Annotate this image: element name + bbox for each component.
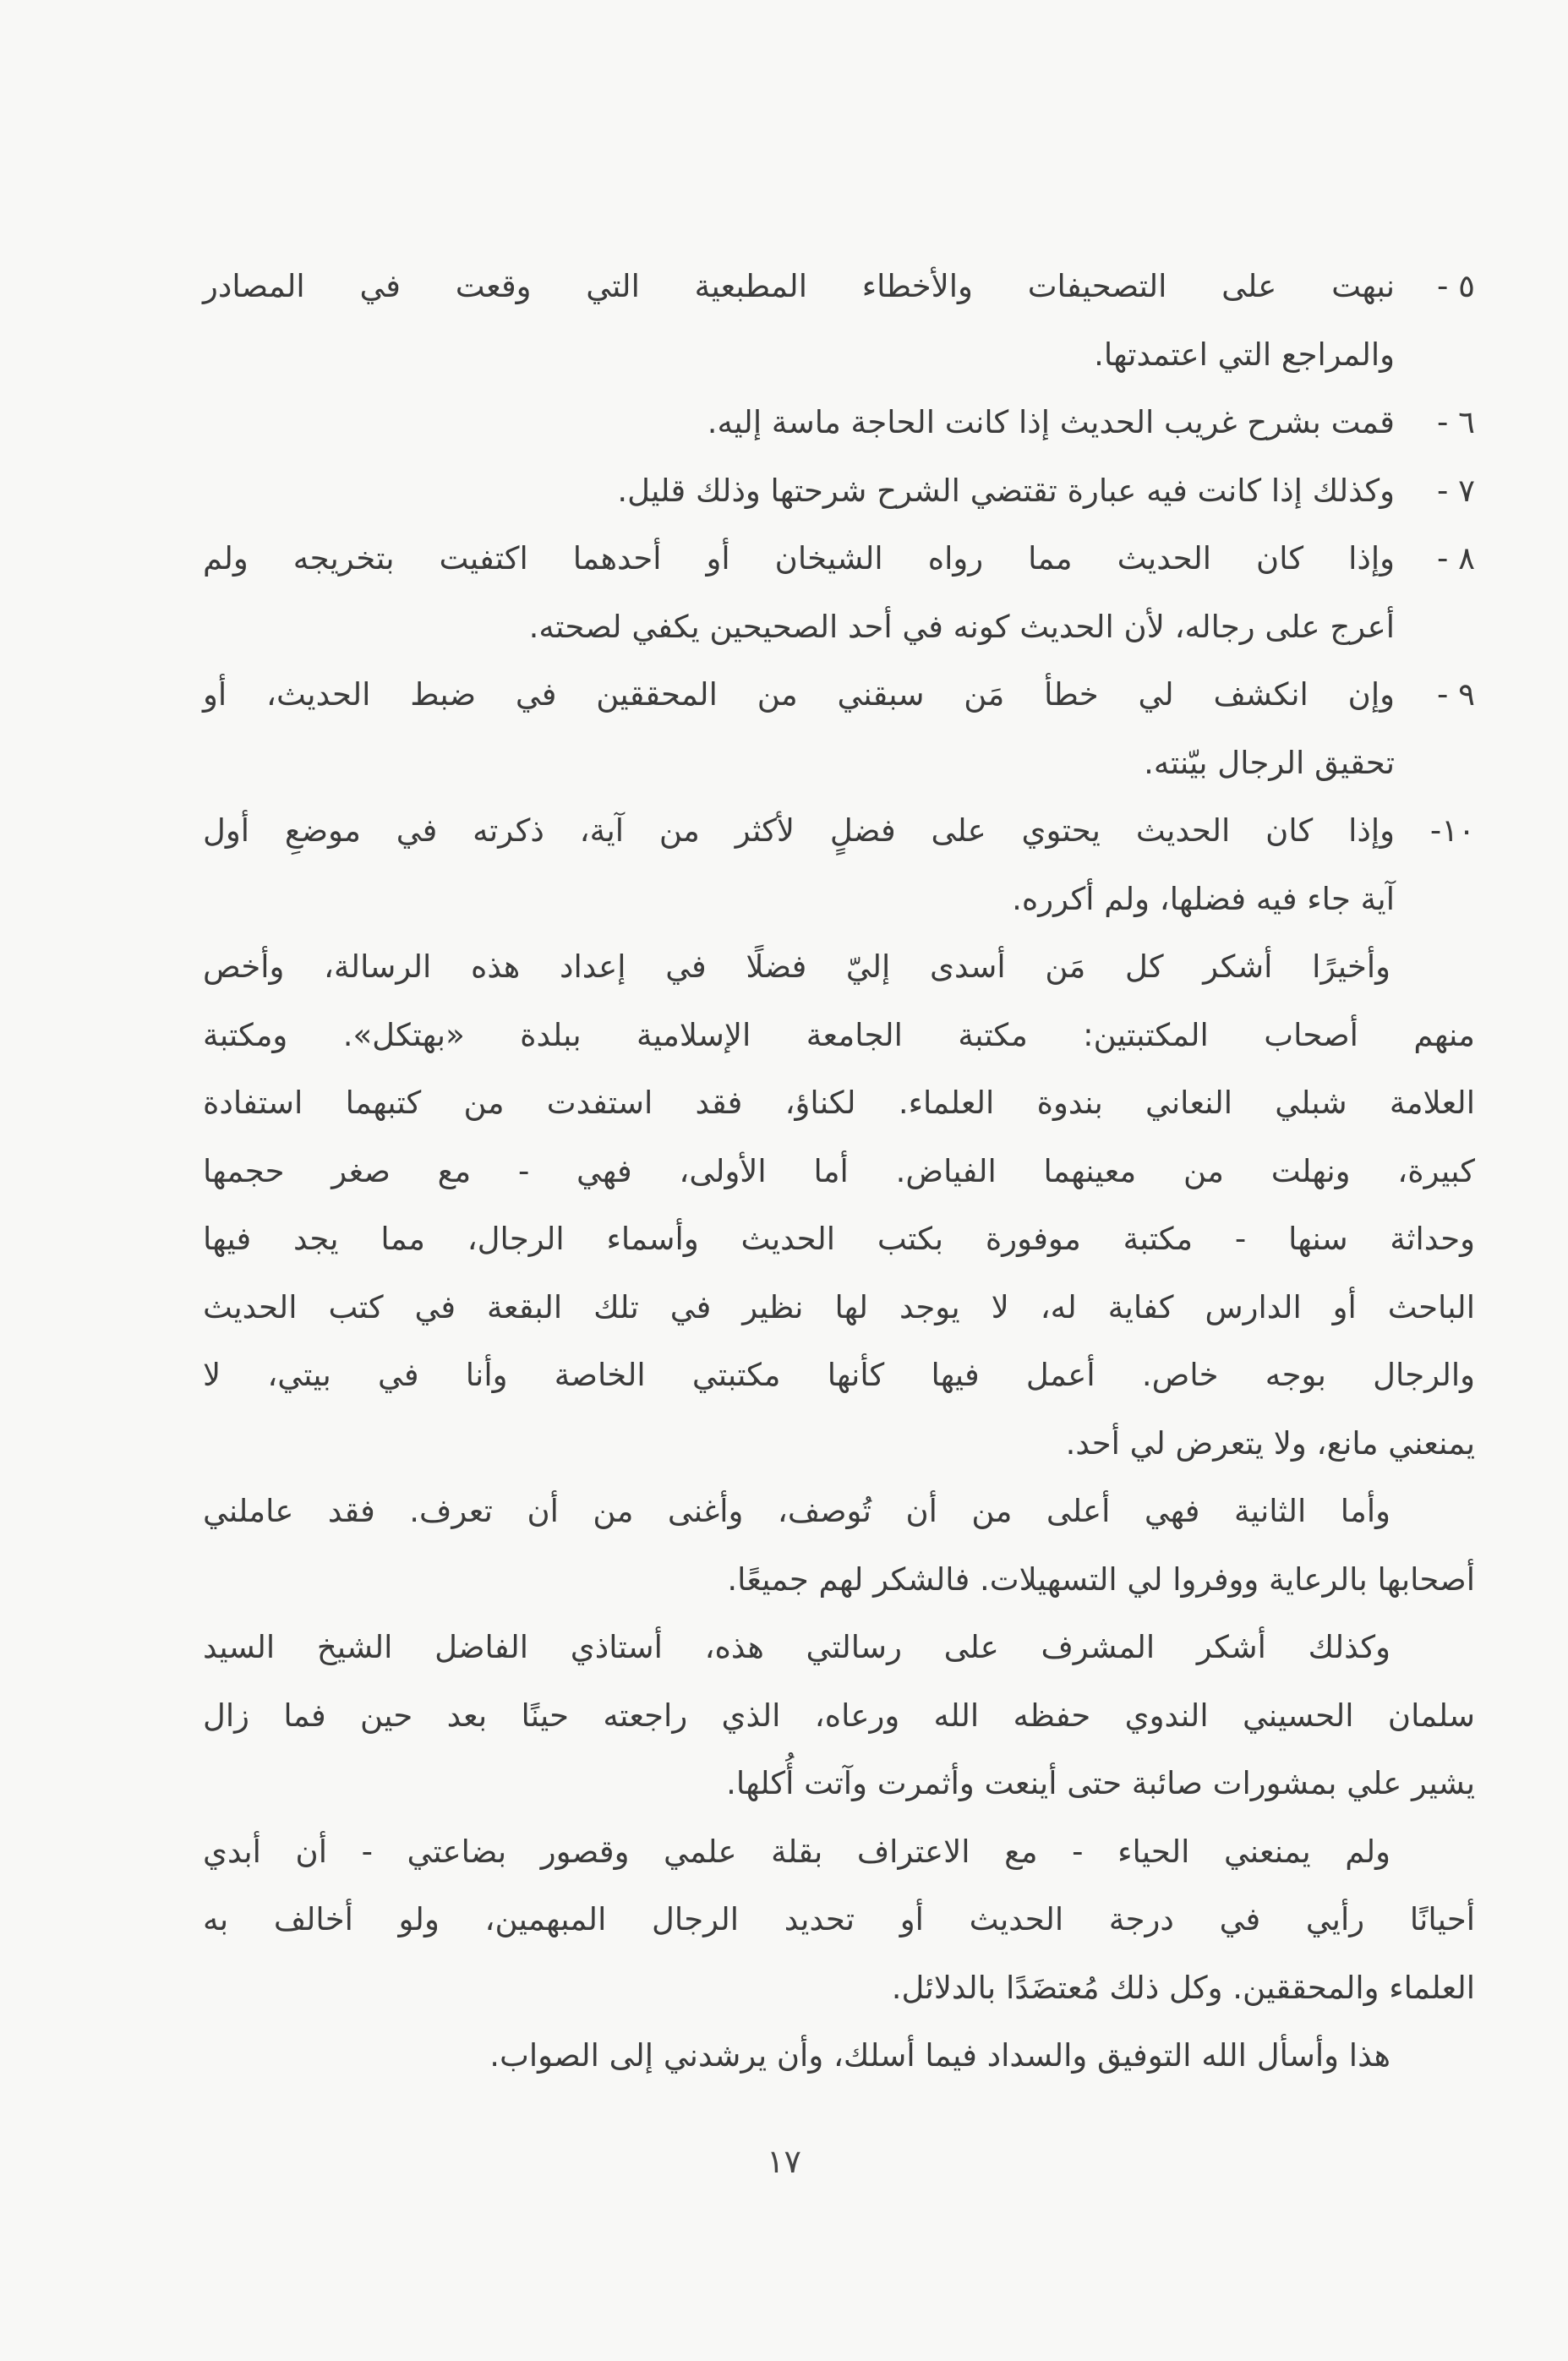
text-line: قمت بشرح غريب الحديث إذا كانت الحاجة ماسة إليه. xyxy=(707,404,1395,440)
text-line: وكذلك إذا كانت فيه عبارة تقتضي الشرح شرحتها وذلك قليل. xyxy=(617,472,1395,509)
text-line: كبيرة، ونهلت من معينهما الفياض. أما الأولى، فهي - مع صغر حجمها xyxy=(203,1152,1475,1189)
text-line: أصحابها بالرعاية ووفروا لي التسهيلات. فالشكر لهم جميعًا. xyxy=(727,1560,1475,1598)
numbered-item xyxy=(203,797,1475,933)
text-line: وإذا كان الحديث يحتوي على فضلٍ لأكثر من آية، ذكرته في موضعِ أول xyxy=(203,812,1395,849)
text-line: آية جاء فيه فضلها، ولم أكرره. xyxy=(1012,880,1395,917)
text-line: والمراجع التي اعتمدتها. xyxy=(1094,336,1395,373)
text-line: العلماء والمحققين. وكل ذلك مُعتضَدًا بالدلائل. xyxy=(891,1969,1475,2006)
item-number: ٩ - xyxy=(1437,676,1475,713)
text-line: نبهت على التصحيفات والأخطاء المطبعية التي وقعت في المصادر xyxy=(203,268,1395,304)
item-number: ٨ - xyxy=(1437,540,1475,577)
paragraph xyxy=(203,933,1475,1478)
numbered-item xyxy=(203,253,1475,389)
numbered-item xyxy=(203,389,1475,457)
paragraph xyxy=(203,1818,1475,2023)
numbered-item xyxy=(203,661,1475,797)
page-body xyxy=(203,253,1475,2090)
paragraph xyxy=(203,1614,1475,1818)
text-line: العلامة شبلي النعاني بندوة العلماء. لكناؤ، فقد استفدت من كتبهما استفادة xyxy=(203,1085,1475,1121)
text-line: هذا وأسأل الله التوفيق والسداد فيما أسلك، وأن يرشدني إلى الصواب. xyxy=(489,2037,1390,2074)
text-line: يشير علي بمشورات صائبة حتى أينعت وأثمرت وآتت أُكلها. xyxy=(726,1765,1475,1801)
item-number: ٦ - xyxy=(1437,404,1475,440)
text-line: والرجال بوجه خاص. أعمل فيها كأنها مكتبتي الخاصة وأنا في بيتي، لا xyxy=(203,1357,1475,1393)
text-line: تحقيق الرجال بيّنته. xyxy=(1144,744,1395,781)
text-line: الباحث أو الدارس كفاية له، لا يوجد لها نظير في تلك البقعة في كتب الحديث xyxy=(203,1288,1475,1325)
text-line: سلمان الحسيني الندوي حفظه الله ورعاه، الذي راجعته حينًا بعد حين فما زال xyxy=(203,1697,1475,1734)
paragraph xyxy=(203,1478,1475,1614)
text-line: وأما الثانية فهي أعلى من أن تُوصف، وأغنى من أن تعرف. فقد عاملني xyxy=(203,1493,1390,1529)
item-number: ٧ - xyxy=(1437,472,1475,509)
text-line: وإن انكشف لي خطأ مَن سبقني من المحققين في ضبط الحديث، أو xyxy=(203,676,1395,713)
text-line: وإذا كان الحديث مما رواه الشيخان أو أحدهما اكتفيت بتخريجه ولم xyxy=(203,540,1395,577)
text-line: وكذلك أشكر المشرف على رسالتي هذه، أستاذي الفاضل الشيخ السيد xyxy=(203,1629,1390,1665)
numbered-item xyxy=(203,525,1475,661)
page-number: ١٧ xyxy=(767,2143,801,2180)
text-line: وأخيرًا أشكر كل مَن أسدى إليّ فضلًا في إعداد هذه الرسالة، وأخص xyxy=(203,948,1390,985)
text-line: أحيانًا رأيي في درجة الحديث أو تحديد الرجال المبهمين، ولو أخالف به xyxy=(203,1901,1475,1937)
item-number: ٥ - xyxy=(1437,268,1475,304)
paragraph xyxy=(203,2022,1475,2090)
text-line: أعرج على رجاله، لأن الحديث كونه في أحد الصحيحين يكفي لصحته. xyxy=(528,608,1395,645)
text-line: ولم يمنعني الحياء - مع الاعتراف بقلة علمي وقصور بضاعتي - أن أبدي xyxy=(203,1833,1390,1870)
text-line: وحداثة سنها - مكتبة موفورة بكتب الحديث وأسماء الرجال، مما يجد فيها xyxy=(203,1221,1475,1257)
text-line: يمنعني مانع، ولا يتعرض لي أحد. xyxy=(1065,1424,1475,1462)
numbered-item xyxy=(203,457,1475,526)
item-number: ١٠- xyxy=(1429,812,1475,849)
text-line: منهم أصحاب المكتبتين: مكتبة الجامعة الإسلامية ببلدة «بهتكل». ومكتبة xyxy=(203,1016,1475,1053)
